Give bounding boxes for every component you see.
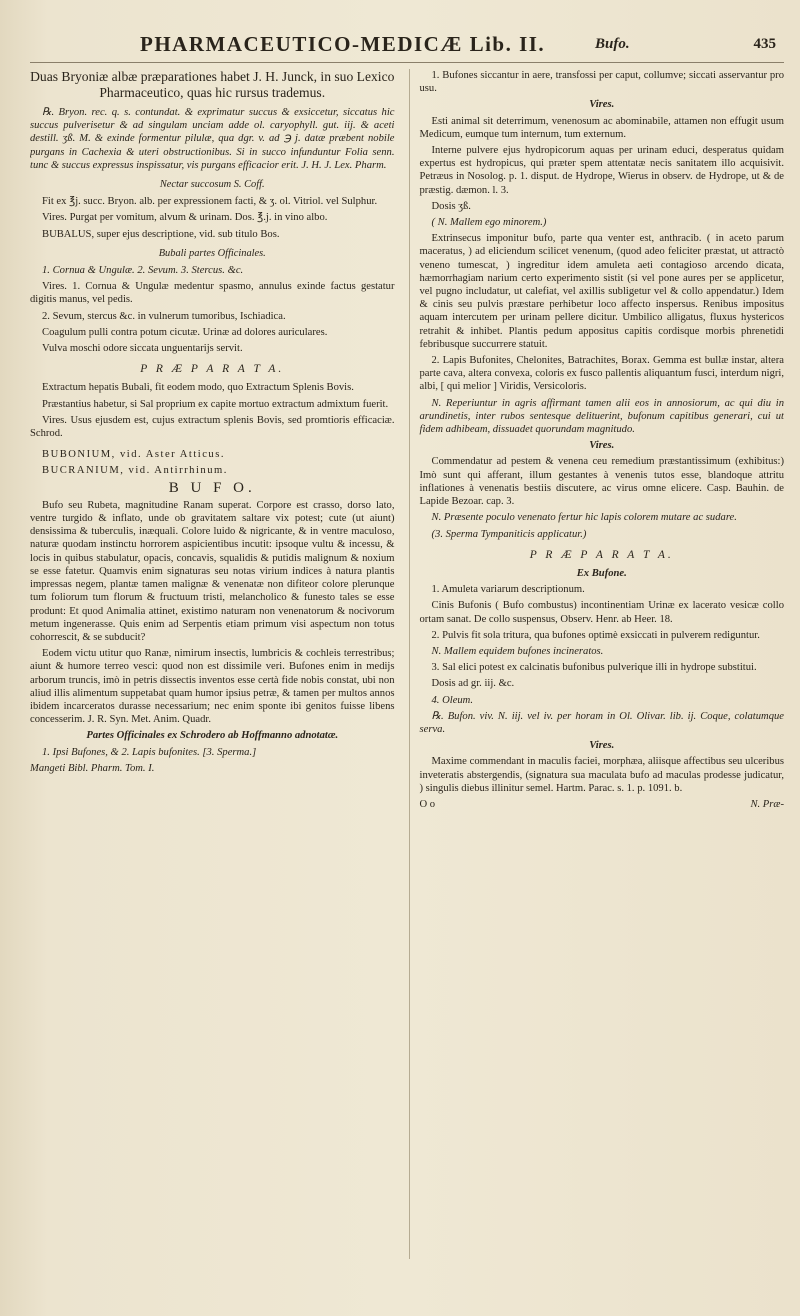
paragraph: Eodem victu utitur quo Ranæ, nimirum insectis, lumbricis & cochleis terrestribus; aiunt & humore terreo vesci: quod non est dissimile veri. Bufones enim in medijs arborum truncis, imò in petris dissectis inventos esse certà fide nobis constat, ubi non aliud illis alimentum suppetabat quam humor ipsius petræ, & tamen per multos annos ibidem incarceratos durasse necessarium; nec enim sponte ibi genitos fuisse libens concesserim. J. R. Syn. Met. Anim. Quadr. [30,648,395,726]
recipe-paragraph: ℞. Bryon. rec. q. s. contundat. & exprimatur succus & exsiccetur, siccatus hic succus pulverisetur & ad singulam unciam adde ol. caryophyll. gut. iij. & aceti destill. ʒß. M. & exinde formentur pilulæ, qua dgr. v. ad ℈ j. datæ præbent nobile purgans in Cachexia & uteri obstructionibus. Si in succo infunduntur Folia senn. tunc & succus expressus inspissatur, vis purgans efficacior erit. J. H. J. Lex. Pharm. [30,107,395,171]
paragraph: N. Reperiuntur in agris affirmant tamen alii eos in annosiorum, ac qui diu in arundinetis, inter rubos sentesque delituerint, bufonum capitibus generari, cui ut fidem adhibeam, dissuadet quorundam magnitudo. [419,397,784,436]
paragraph: 2. Sevum, stercus &c. in vulnerum tumoribus, Ischiadica. [42,310,286,322]
paragraph: 1. Cornua & Ungulæ. 2. Sevum. 3. Stercus. &c. [42,265,244,277]
page-number: 435 [753,36,776,52]
page-footer [420,798,785,811]
paragraph: N. Mallem equidem bufones incineratos. [431,645,604,657]
paragraph: Fit ex ℥j. succ. Bryon. alb. per expressionem facti, & ʒ. ol. Vitriol. vel Sulphur. [42,196,378,208]
signature-line: Mangeti Bibl. Pharm. Tom. I. [30,762,155,774]
heading-vires: Vires. [589,740,615,752]
paragraph: ℞. Bufon. viv. N. iij. vel iv. per horam in Ol. Olivar. lib. ij. Coque, colatumque serva. [419,710,784,735]
paragraph: Dosis ʒß. [431,200,471,212]
paragraph: 1. Bufones siccantur in aere, transfossi per caput, collumve; siccati asservantur pro usu. [419,70,784,95]
paragraph: 3. Sal elici potest ex calcinatis bufonibus pulverique illi in hydrope substitui. [431,662,757,674]
heading-vires: Vires. [589,99,615,111]
heading-bufo: B U F O. [168,479,256,496]
heading-nectar: Nectar succosum S. Coff. [159,179,265,191]
heading-bubali: Bubali partes Officinales. [158,247,266,259]
paragraph: 1. Ipsi Bufones, & 2. Lapis bufonites. [3. Sperma.] [42,746,257,758]
running-word: Bufo. [595,36,630,52]
paragraph: BUBONIUM, vid. Aster Atticus. [42,449,225,461]
paragraph: Maxime commendant in maculis faciei, morphæa, aliisque affectibus seu ulceribus inveteratis abstergendis, (signatura sua maculata bufo ad maculas prodesse judicatur, ) singulis diebus illinitur semel. Hartm. Parac. s. 1. p. 1091. b. [419,756,784,794]
paragraph: Præstantius habetur, si Sal proprium ex capite mortuo extractum admixtum fuerit. [42,398,389,410]
paragraph: Interne pulvere ejus hydropicorum aquas per urinam educi, desperatus quidam expertus est hydropicus, qui præter spem attentatæ necis sanitatem illo acquisivit. Petræus in Nosolog. p. 1. disput. de Hydrope, Wierus in observ. de Hydrope, ut & de præstig. dæmon. l. 3. [419,145,784,196]
paragraph: BUCRANIUM, vid. Antirrhinum. [42,465,228,477]
paragraph: BUBALUS, super ejus descriptione, vid. sub titulo Bos. [42,228,280,240]
heading-partes: Partes Officinales ex Schrodero ab Hoffmanno adnotatæ. [86,730,339,742]
paragraph: Vires. Purgat per vomitum, alvum & urinam. Dos. ℥.j. in vino albo. [42,212,328,224]
paragraph: 2. Pulvis fit sola tritura, qua bufones optimè exsiccati in pulverem rediguntur. [431,629,760,641]
paragraph: (3. Sperma Tympaniticis applicatur.) [431,528,587,540]
paragraph: Bufo seu Rubeta, magnitudine Ranam superat. Corpore est crasso, dorso lato, ventre turgido & inflato, unde ob gravitatem saltare vix potest; cute (ut aiunt) densissima & tuberculis, inæquali. Colore luido & nigricante, & in ventre maculoso, naturæ quodam instinctu horrorem aspicientibus incutit: ipsoque vultu & incessu, & locis in quibus stabulatur, opacis, concavis, squalidis & putidis malignum & noxium se esse fatetur. Quamvis enim signaturas seu notas virium indices à natura plantis impressas negem, plantæ tamen malignæ & venenatæ non difiteor colore plerunque tum foliorum tum florum & fructuum tristi, melancholico & funesto tales se esse produnt: Et quod Animalia attinet, existimo naturam non venenatorum & nocivorum metum ingenerasse. Quis enim ad Serpentis etiam primum visi aspectum non totus cohorrescit, & se subducit? [30,499,395,643]
left-column [30,69,395,1259]
intro-paragraph: Duas Bryoniæ albæ præparationes habet J. H. Junck, in suo Lexico Pharmaceutico, quas hic rursus trademus. [30,69,395,100]
paragraph: ( N. Mallem ego minorem.) [431,217,547,229]
heading-praeparata: P R Æ P A R A T A. [140,363,285,376]
paragraph: 1. Amuleta variarum descriptionum. [431,584,585,596]
paragraph: Extractum hepatis Bubali, fit eodem modo, quo Extractum Splenis Bovis. [42,382,354,394]
running-head [30,32,784,63]
paragraph: N. Præsente poculo venenato fertur hic lapis colorem mutare ac sudare. [431,512,737,524]
running-title: PHARMACEUTICO-MEDICÆ Lib. II. [140,32,546,56]
catchword: N. Præ- [750,798,784,810]
paragraph: Vires. Usus ejusdem est, cujus extractum splenis Bovis, sed promtioris efficaciæ. Schrod. [30,414,395,440]
paragraph: 2. Lapis Bufonites, Chelonites, Batrachites, Borax. Gemma est bullæ instar, altera parte cava, altera convexa, coloris ex fusco pallentis aliquantum fusci, interdum nigri, albi, [ qui melior ] Viridis, Versicoloris. [419,355,784,393]
signature-mark: O o [419,798,436,810]
paragraph: Coagulum pulli contra potum cicutæ. Urinæ ad dolores auriculares. [42,326,328,338]
paragraph: Vires. 1. Cornua & Ungulæ medentur spasmo, annulus exinde factus gestatur digitis manus, vel pedis. [30,281,395,306]
heading-vires: Vires. [589,440,615,452]
heading-ex-bufone: Ex Bufone. [576,567,627,579]
paragraph: Cinis Bufonis ( Bufo combustus) incontinentiam Urinæ ex lacerato vesicæ collo ortam sanat. De collo suspensus, Observ. Henr. ab Heer. 18. [419,600,784,625]
paragraph: Vulva moschi odore siccata unguentarijs servit. [42,343,243,355]
paragraph: Esti animal sit deterrimum, venenosum ac abominabile, attamen non effugit usum Medicum, eumque tum internum, tum externum. [419,115,784,140]
paragraph: 4. Oleum. [431,694,473,706]
paragraph: Commendatur ad pestem & venena ceu remedium præstantissimum (exhibitus:) Imò sunt qui afferant, illum gestantes à venenis tutos esse, blandoque attritu inflationes à venenatis bestiis discutere, ac virus omne elicere. Casp. Bauhin. de Lapide Bezoar. cap. 3. [419,456,784,508]
heading-praeparata: P R Æ P A R A T A. [529,548,674,561]
paragraph: Dosis ad gr. iij. &c. [431,678,515,690]
paragraph: Extrinsecus imponitur bufo, parte qua venter est, anthracib. ( in aceto parum maceratus, ) ad eliciendum scilicet venenum, (quod adeo feliciter præstat, ut attractò veneno tumescat, ) ingreditur idem amuleta aeti contagioso arcendo dicata, hæmorrhagiam narium certo experimento sistit (si vel pone aures per se applicetur, vel pugno includatur, ut calefiat, vel axillis subligetur vel & collo appendatur.) Idem & cinis seu pulvis præstare perhibetur loco affecto inspersus. Renibus impositus aquam intercutem per urinam pellere dicitur. Umbilico alligatus, fluxus hystericos retrahit & inhibet. Plantis pedum appositus capitis cordisque morbis phrenetidi febribusque succurrere statuit. [419,233,784,350]
right-column [409,69,785,1259]
